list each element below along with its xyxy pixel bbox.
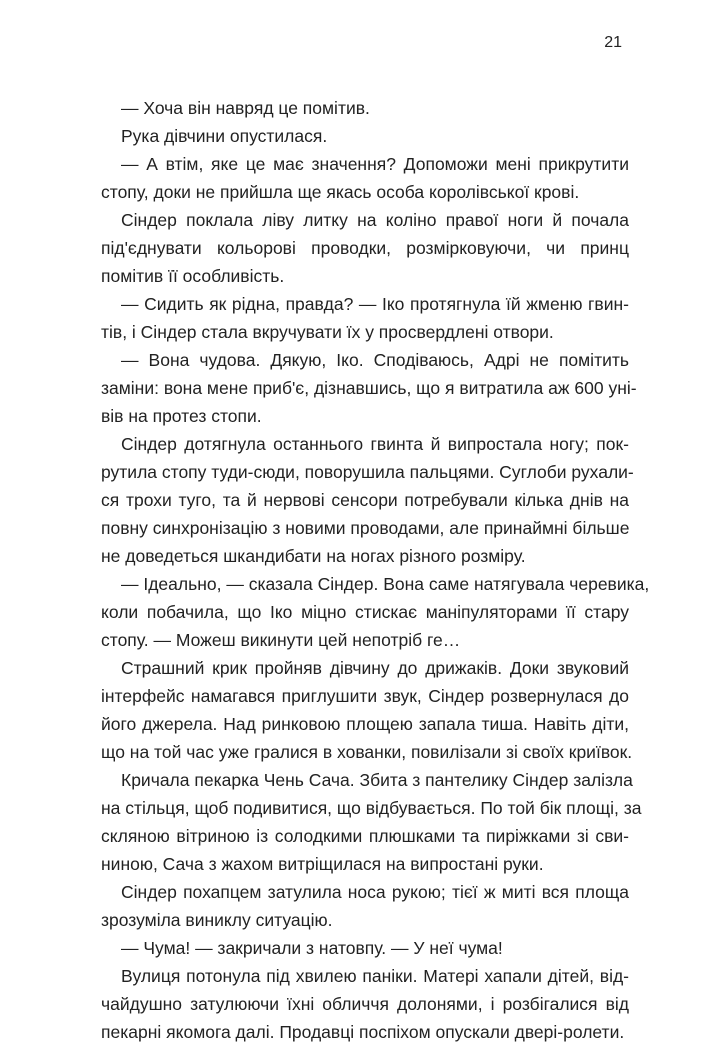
text-line: скляною вітриною із солодкими плюшками та пиріжками зі сви- [101,826,629,846]
text-line: Сіндер поклала ліву литку на коліно правої ноги й почала [121,210,629,230]
text-line: — А втім, яке це має значення? Допоможи мені прикрутити [121,154,629,174]
paragraph [101,206,629,290]
paragraph [101,150,629,206]
text-line: — Хоча він навряд це помітив. [121,98,370,118]
text-line: Сіндер похапцем затулила носа рукою; тієї ж миті вся площа [121,882,629,902]
text-line: — Чума! — закричали з натовпу. — У неї чума! [121,938,503,958]
text-line: — Ідеально, — сказала Сіндер. Вона саме натягувала черевика, [121,574,650,594]
paragraph [101,934,629,962]
paragraph [101,878,629,934]
paragraph [101,346,637,430]
text-line: ся трохи туго, та й нервові сенсори потребували кілька днів на [101,490,629,510]
text-line: не доведеться шкандибати на ногах різного розміру. [101,546,526,566]
paragraph [101,570,650,654]
text-line: — Вона чудова. Дякую, Іко. Сподіваюсь, Адрі не помітить [121,350,629,370]
text-line: його джерела. Над ринковою площею запала тиша. Навіть діти, [101,714,629,734]
text-line: Рука дівчини опустилася. [121,126,328,146]
paragraph [101,430,634,570]
paragraph [101,962,629,1046]
text-line: інтерфейс намагався приглушити звук, Сіндер розвернулася до [101,686,629,706]
text-line: повну синхронізацію з новими проводами, але принаймні більше [101,518,630,538]
text-line: Сіндер дотягнула останнього гвинта й випростала ногу; пок- [121,434,629,454]
text-line: заміни: вона мене приб'є, дізнавшись, що я витратила аж 600 уні- [101,378,637,398]
text-line: ниною, Сача з жахом витріщилася на випростані руки. [101,854,544,874]
text-line: коли побачила, що Іко міцно стискає маніпуляторами її стару [101,602,629,622]
text-line: під'єднувати кольорові проводки, розмірковуючи, чи принц [101,238,629,258]
text-line: вів на протез стопи. [101,406,262,426]
text-line: — Сидить як рідна, правда? — Іко протягнула їй жменю гвин- [121,294,629,314]
text-line: помітив її особливість. [101,266,285,286]
text-line: рутила стопу туди-сюди, поворушила пальцями. Суглоби рухали- [101,462,634,482]
text-line: Вулиця потонула під хвилею паніки. Матері хапали дітей, від- [121,966,629,986]
paragraph [101,654,633,766]
text-line: на стільця, щоб подивитися, що відбувається. По той бік площі, за [101,798,642,818]
text-line: що на той час уже гралися в хованки, повилізали зі своїх криївок. [101,742,633,762]
paragraph [101,290,629,346]
text-line: пекарні якомога далі. Продавці поспіхом опускали двері-ролети. [101,1022,625,1042]
paragraph [101,94,629,122]
text-line: стопу. — Можеш викинути цей непотріб ге… [101,630,461,650]
text-line: Страшний крик пройняв дівчину до дрижаків. Доки звуковий [121,658,629,678]
text-line: тів, і Сіндер стала вкручувати їх у просвердлені отвори. [101,322,554,342]
text-line: зрозуміла виниклу ситуацію. [101,910,333,930]
page-number: 21 [604,34,622,51]
text-line: Кричала пекарка Чень Сача. Збита з пантелику Сіндер залізла [121,770,633,790]
paragraph [101,122,629,150]
text-line: стопу, доки не прийшла ще якась особа королівської крові. [101,182,580,202]
text-line: чайдушно затулюючи їхні обличчя долонями, і розбігалися від [101,994,629,1014]
paragraph [101,766,642,878]
body-text [101,94,650,1046]
